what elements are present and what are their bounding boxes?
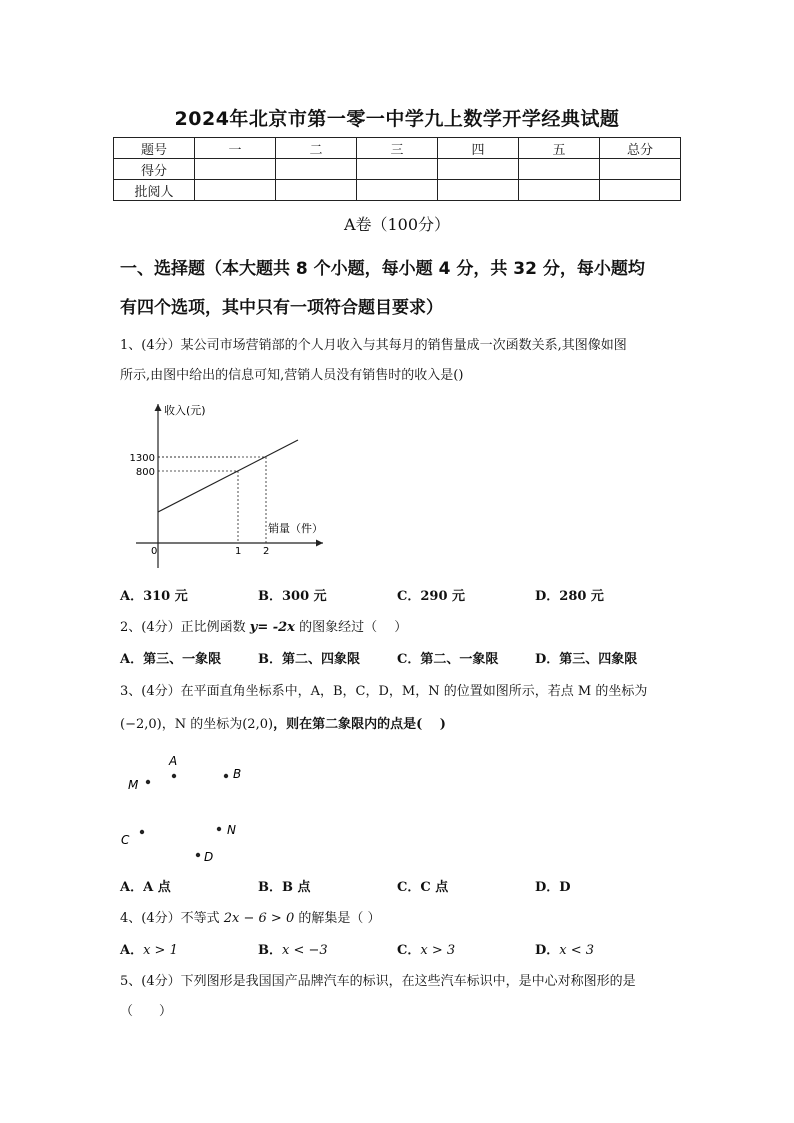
q5-text-line2: （ ）: [120, 1004, 173, 1019]
score-table: [113, 137, 681, 201]
reviewer-cell[interactable]: [438, 180, 519, 201]
q3-m-coord: (−2,0): [120, 717, 162, 732]
x-tick-label: 1: [235, 546, 242, 557]
q3-text-line1: 3、(4分）在平面直角坐标系中，A，B，C，D，M，N 的位置如图所示，若点 M 的坐标为: [120, 684, 648, 699]
q1-option-a[interactable]: A．310 元: [120, 589, 188, 604]
q3-option-d[interactable]: D．D: [535, 880, 571, 895]
q3-mid: ，N 的坐标为: [161, 717, 243, 732]
y-tick-label: 1300: [129, 453, 155, 464]
point-c: [140, 830, 144, 834]
q2-option-b[interactable]: B．第二、四象限: [258, 652, 360, 667]
q1-option-b[interactable]: B．300 元: [258, 589, 327, 604]
q3-option-c[interactable]: C．C 点: [397, 880, 449, 895]
income-line: [158, 440, 298, 512]
q4-option-a[interactable]: [120, 939, 178, 958]
option-letter: A．: [120, 943, 144, 958]
q2-option-c[interactable]: C．第二、一象限: [397, 652, 499, 667]
part1-heading-line1: 一、选择题（本大题共 8 个小题，每小题 4 分，共 32 分，每小题均: [120, 259, 645, 279]
q5-text-line1: 5、(4分）下列图形是我国国产品牌汽车的标识，在这些汽车标识中，是中心对称图形的是: [120, 974, 636, 989]
point-b: [224, 774, 228, 778]
q4-option-d[interactable]: [535, 939, 594, 958]
score-cell[interactable]: [600, 159, 681, 180]
part1-heading-line2: 有四个选项，其中只有一项符合题目要求）: [120, 298, 443, 318]
table-row: [114, 159, 681, 180]
option-expr: x > 1: [143, 943, 178, 958]
score-cell[interactable]: [519, 159, 600, 180]
y-tick-label: 800: [135, 467, 155, 478]
score-cell[interactable]: [357, 159, 438, 180]
q2-text: [120, 616, 407, 635]
point-d: [196, 853, 200, 857]
q4-prefix: 4、(4分）不等式: [120, 911, 220, 926]
row-label: 批阅人: [114, 180, 195, 201]
point-label: A: [169, 754, 178, 768]
y-axis-label: 收入(元): [164, 404, 206, 417]
table-row: [114, 138, 681, 159]
q3-n-coord: (2,0): [242, 717, 274, 732]
x-axis-label: 销量（件）: [268, 522, 323, 535]
table-header-cell: 一: [195, 138, 276, 159]
q2-function: y= -2x: [249, 620, 295, 635]
point-m: [146, 780, 150, 784]
point-label: N: [227, 823, 236, 837]
section-a-heading: A卷（100分）: [343, 215, 451, 234]
table-header-cell: 总分: [600, 138, 681, 159]
q2-prefix: 2、(4分）正比例函数: [120, 620, 246, 635]
q4-inequality: 2x − 6 > 0: [223, 911, 295, 926]
q1-option-d[interactable]: D．280 元: [535, 589, 604, 604]
table-header-cell: 五: [519, 138, 600, 159]
q1-text-line1: 1、(4分）某公司市场营销部的个人月收入与其每月的销售量成一次函数关系,其图像如图: [120, 338, 627, 353]
table-header-cell: 题号: [114, 138, 195, 159]
table-row: [114, 180, 681, 201]
q3-end: ，则在第二象限内的点是( ): [273, 717, 446, 732]
q4-text: [120, 907, 381, 926]
option-expr: x < 3: [559, 943, 595, 958]
reviewer-cell[interactable]: [276, 180, 357, 201]
table-header-cell: 三: [357, 138, 438, 159]
reviewer-cell[interactable]: [357, 180, 438, 201]
x-tick-label: 0: [151, 546, 158, 557]
x-tick-label: 2: [263, 546, 270, 557]
score-cell[interactable]: [195, 159, 276, 180]
score-cell[interactable]: [276, 159, 357, 180]
table-header-cell: 二: [276, 138, 357, 159]
q1-graph: [118, 396, 338, 574]
reviewer-cell[interactable]: [600, 180, 681, 201]
q1-option-c[interactable]: C．290 元: [397, 589, 466, 604]
point-n: [217, 827, 221, 831]
q2-option-a[interactable]: A．第三、一象限: [120, 652, 222, 667]
option-expr: x > 3: [420, 943, 456, 958]
q4-suffix: 的解集是（ ）: [298, 911, 381, 926]
q2-suffix: 的图象经过（ ）: [299, 620, 408, 635]
point-label: C: [121, 833, 130, 847]
point-a: [172, 774, 176, 778]
q4-option-b[interactable]: [258, 939, 328, 958]
point-label: M: [128, 778, 139, 792]
option-letter: B．: [258, 943, 282, 958]
q3-option-a[interactable]: A．A 点: [120, 880, 171, 895]
reviewer-cell[interactable]: [519, 180, 600, 201]
page-title: 2024年北京市第一零一中学九上数学开学经典试题: [174, 108, 620, 130]
q3-point-diagram: [118, 750, 268, 870]
row-label: 得分: [114, 159, 195, 180]
q1-text-line2: 所示,由图中给出的信息可知,营销人员没有销售时的收入是(): [120, 368, 464, 383]
score-cell[interactable]: [438, 159, 519, 180]
option-letter: C．: [397, 943, 421, 958]
reviewer-cell[interactable]: [195, 180, 276, 201]
table-header-cell: 四: [438, 138, 519, 159]
option-expr: x < −3: [282, 943, 328, 958]
q3-option-b[interactable]: B．B 点: [258, 880, 311, 895]
q2-option-d[interactable]: D．第三、四象限: [535, 652, 638, 667]
point-label: B: [233, 767, 242, 781]
q4-option-c[interactable]: [397, 939, 455, 958]
point-label: D: [204, 850, 214, 864]
q3-text-line2: [120, 713, 446, 732]
option-letter: D．: [535, 943, 560, 958]
